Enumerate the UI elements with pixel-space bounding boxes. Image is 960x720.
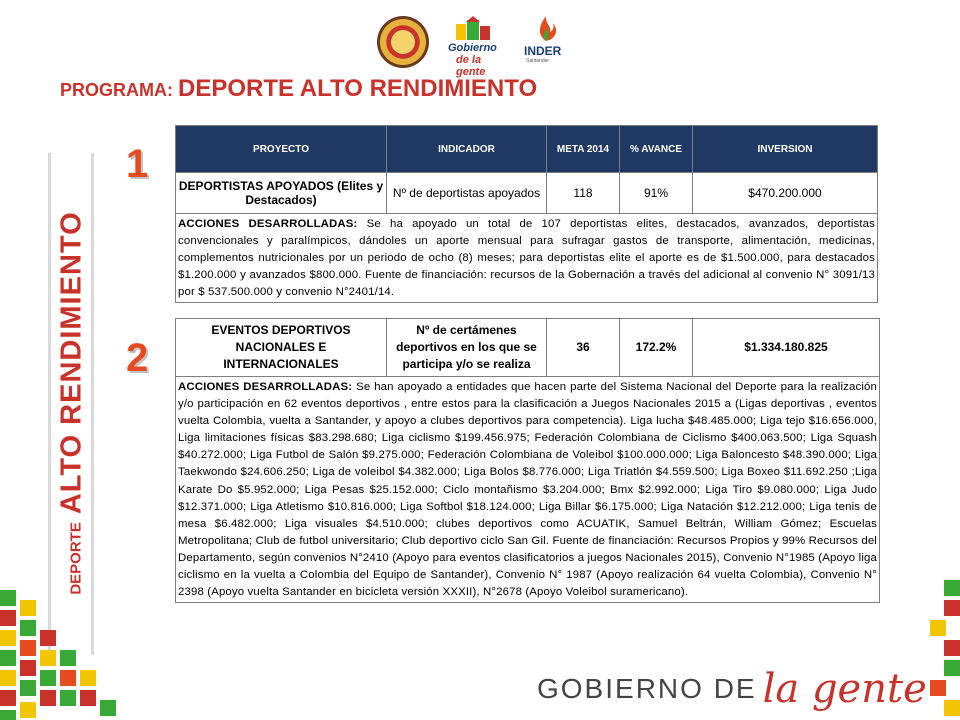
table-row <box>176 173 878 214</box>
header-avance: % AVANCE <box>620 126 693 173</box>
cell-proyecto: EVENTOS DEPORTIVOS NACIONALES E INTERNACIONALES <box>176 319 387 377</box>
section-number-2: 2 <box>126 336 149 380</box>
footer-gobierno-text: GOBIERNO DE <box>537 673 757 704</box>
acciones-cell <box>176 214 878 303</box>
acciones-row <box>176 377 880 603</box>
de-la-gente-logo-text: de la gente <box>456 54 486 78</box>
cell-avance: 91% <box>620 173 693 214</box>
cell-indicador: Nº de certámenes deportivos en los que se participa y/o se realiza <box>387 319 547 377</box>
header-indicador: INDICADOR <box>387 126 547 173</box>
section-number-1: 1 <box>126 142 149 186</box>
footer-brand-logo <box>537 666 927 712</box>
cell-indicador: Nº de deportistas apoyados <box>387 173 547 214</box>
inder-logo <box>522 14 574 66</box>
title-program: DEPORTE ALTO RENDIMIENTO <box>178 75 538 102</box>
project-table-1 <box>175 125 878 303</box>
house-icon <box>452 16 496 40</box>
gobierno-de-la-gente-logo <box>446 14 506 78</box>
flame-icon <box>532 14 562 42</box>
inder-logo-text: INDER <box>524 44 562 58</box>
cell-proyecto: DEPORTISTAS APOYADOS (Elites y Destacados) <box>176 173 387 214</box>
acciones-text: Se han apoyado a entidades que hacen parte del Sistema Nacional del Deporte para la realización y/o participación en 62 eventos deportivos , entre estos para la clasificación a Juegos Nacionales 2015 a (Ligas deportivas , eventos vuelta Colombia, vuelta a Santander, y apoyo a clubes deportivos para competencia). Liga lucha $48.485.000; Liga tejo $16.656.000, Liga limitaciones físicas $83.298.680; Liga ciclismo $199.456.975; Federación Colombiana de Ciclismo $400.063.500; Liga Squash $40.272.000; Liga Futbol de Salón $9.275.000; Federación Colombiana de Voleibol $100.000.000; Liga Baloncesto $48.390.000; Liga Taekwondo $24.606.250; Liga de voleibol $4.382.000; Liga Bolos $8.776.000; Liga Triatlón $4.559.500; Liga Boxeo $11.692.250 ;Liga Karate Do $5.952.000; Liga Pesas $25.152.000; Ciclo montañismo $3.204.000; Bmx $2.992.000; Liga Tiro $9.080.000; Liga Judo $12.371.000; Liga Atletismo $10.816.000; Liga Softbol $18.124.000; Liga Billar $6.175.000; Liga Natación $12.212.000; Liga tenis de mesa $6.482.000; Liga visuales $4.510.000; clubes deportivos como ACUATIK, Samuel Beltrán, William Gómez; Escuelas Metropolitana; Club de futbol universitario; Club deportivo ciclo San Gil. Fuente de financiación: Recursos Propios y 99% Recursos del Departamento, según convenios N°2410 (Apoyo para eventos clasificatorios a juegos Nacionales 2015), Convenio N°1985 (Apoyo liga ciclismo en la vuelta a Colombia del Equipo de Santander), Convenio N° 1987 (Apoyo realización 64 vuelta Colombia), Convenio N° 2398 (Apoyo vuelta Santander en bicicleta versión XXXII), N°2678 (Apoyo Voleibol suramericano). <box>178 381 877 599</box>
cell-avance: 172.2% <box>620 319 693 377</box>
decorative-mosaic-right <box>930 580 960 720</box>
acciones-label: ACCIONES DESARROLLADAS: <box>178 218 358 230</box>
header-meta: META 2014 <box>547 126 620 173</box>
page-title <box>60 75 537 103</box>
inder-logo-subtext: Santander <box>526 58 550 64</box>
acciones-row <box>176 214 878 303</box>
header-inversion: INVERSION <box>693 126 878 173</box>
cell-meta: 118 <box>547 173 620 214</box>
title-label: PROGRAMA: <box>60 80 178 100</box>
side-label-small: DEPORTE <box>67 522 85 595</box>
acciones-cell <box>176 377 880 603</box>
acciones-text: Se ha apoyado un total de 107 deportistas elites, destacados, avanzados, deportistas convencionales y paralímpicos, dándoles un aporte mensual para sufragar gastos de transporte, alimentación, medicinas, complementos nutricionales por un periodo de ocho (8) meses; para deportistas elite el aporte es de $1.500.000, para destacados $1.200.000 y avanzados $800.000. Fuente de financiación: recursos de la Gobernación a través del adicional al convenio N° 3091/13 por $ 537.500.000 y convenio N°2401/14. <box>178 218 875 299</box>
gobierno-logo-text: Gobierno <box>448 42 497 54</box>
santander-seal-logo <box>377 16 429 68</box>
cell-inversion: $1.334.180.825 <box>693 319 880 377</box>
project-table-2 <box>175 318 880 603</box>
table-row <box>176 319 880 377</box>
side-label-big: ALTO RENDIMIENTO <box>55 211 88 515</box>
footer-la-gente-text: la gente <box>762 666 927 712</box>
cell-meta: 36 <box>547 319 620 377</box>
table-header-row <box>176 126 878 173</box>
cell-inversion: $470.200.000 <box>693 173 878 214</box>
header-proyecto: PROYECTO <box>176 126 387 173</box>
side-vertical-label <box>56 211 89 594</box>
decorative-mosaic <box>0 590 120 720</box>
acciones-label: ACCIONES DESARROLLADAS: <box>178 381 353 393</box>
